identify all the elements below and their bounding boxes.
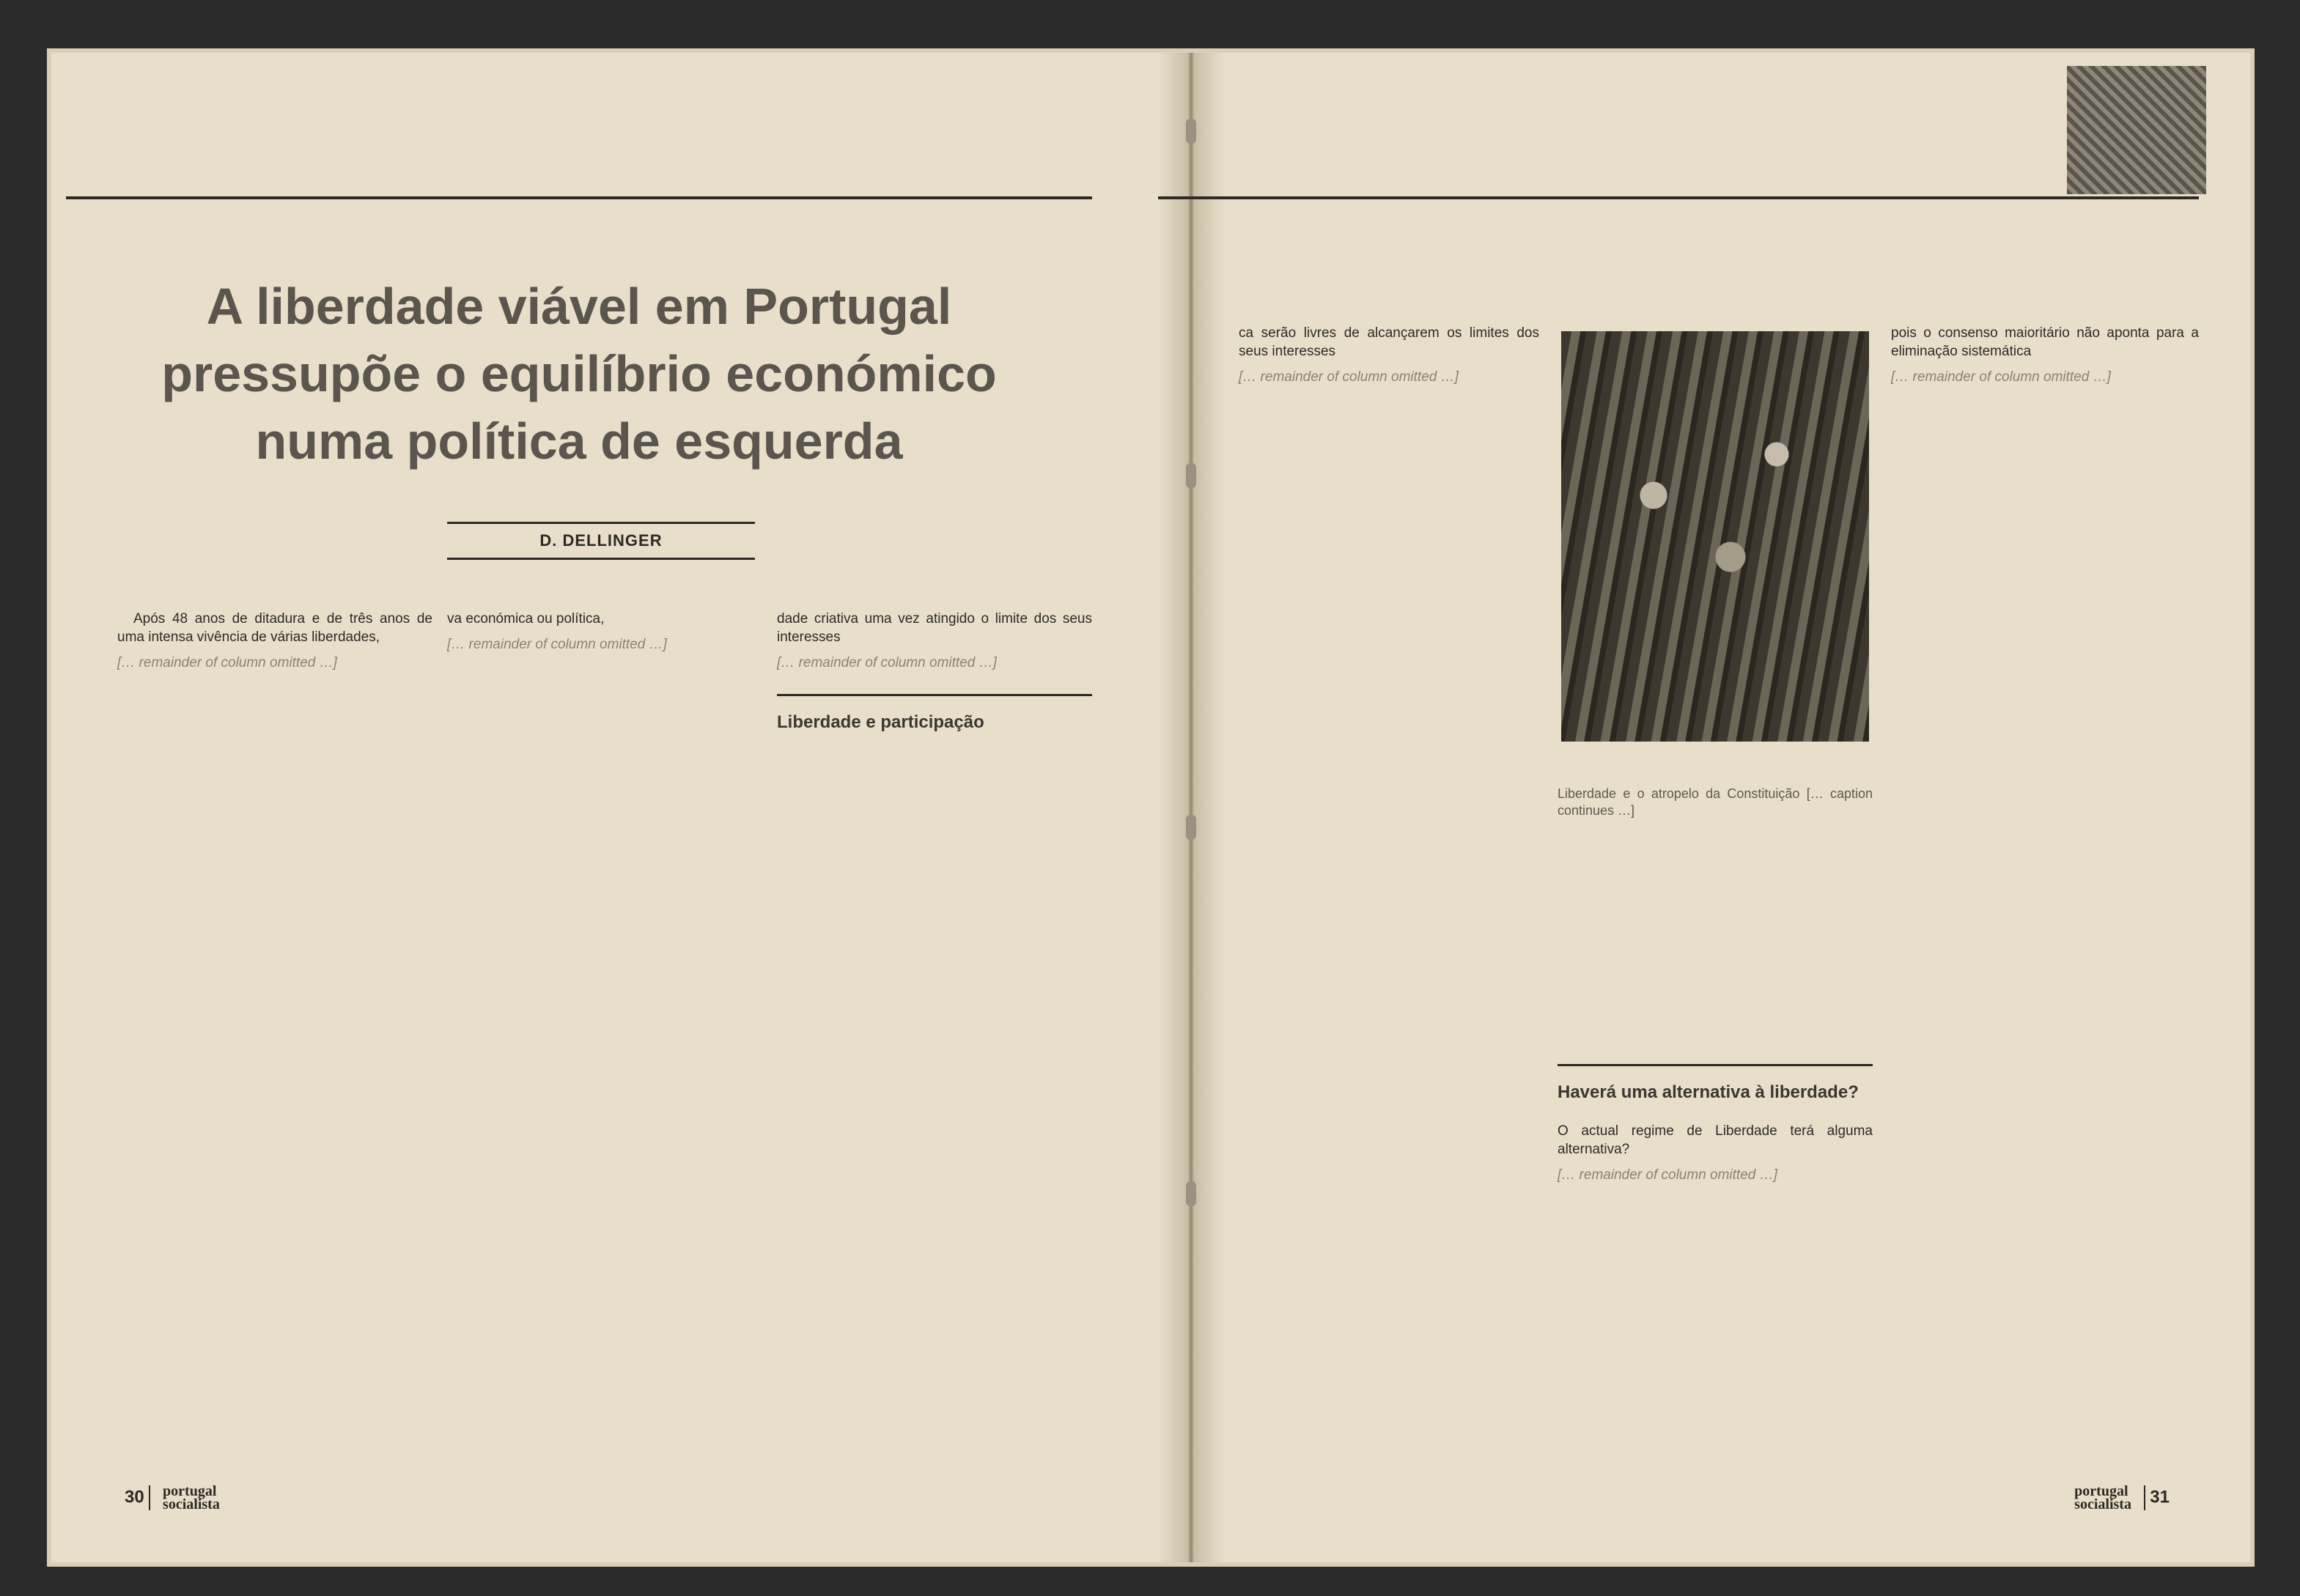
section-heading: Liberdade e participação — [777, 694, 1092, 734]
magazine-logo: portugal socialista — [163, 1483, 220, 1512]
body-column-1: Após 48 anos de ditadura e de três anos de uma intensa vivência de várias liberdades, [… remainder of column omitted …] — [117, 611, 432, 670]
magazine-spread — [51, 53, 2250, 1562]
top-rule-left — [66, 196, 1092, 199]
photo-caption: Liberdade e o atropelo da Constituição [… caption continues …] — [1558, 786, 1873, 818]
body-column-4: ca serão livres de alcançarem os limites dos seus interesses [… remainder of column omitted …] — [1239, 325, 1539, 385]
staple — [1186, 463, 1196, 488]
body-column-2: va económica ou política, [… remainder of column omitted …] — [447, 611, 667, 652]
staple — [1186, 1181, 1196, 1206]
crowd-photo — [1561, 331, 1869, 742]
byline: D. DELLINGER — [447, 522, 755, 560]
section-heading: Haverá uma alternativa à liberdade? — [1558, 1064, 1873, 1104]
page-number-right: portugal socialista 31 — [2074, 1483, 2170, 1512]
article-headline: A liberdade viável em Portugal pressupõe o equilíbrio económico numa política de esquerda — [161, 278, 997, 470]
top-rule-right — [1158, 196, 2199, 199]
page-number-left: 30 portugal socialista — [125, 1483, 220, 1512]
staple — [1186, 815, 1196, 840]
body-column-3: dade criativa uma vez atingido o limite dos seus interesses [… remainder of column omitted …] Liberdade e participação — [777, 610, 1092, 752]
staple — [1186, 119, 1196, 144]
body-column-6: pois o consenso maioritário não aponta para a eliminação sistemática [… remainder of column omitted …] — [1891, 325, 2199, 385]
photo-thumbnail-icon — [2067, 66, 2206, 194]
body-column-5: Haverá uma alternativa à liberdade? O actual regime de Liberdade terá alguma alternativa? [… remainder of column omitted …] — [1558, 1064, 1873, 1184]
magazine-logo: portugal socialista — [2074, 1483, 2131, 1512]
spine-gutter — [1158, 53, 1224, 1562]
